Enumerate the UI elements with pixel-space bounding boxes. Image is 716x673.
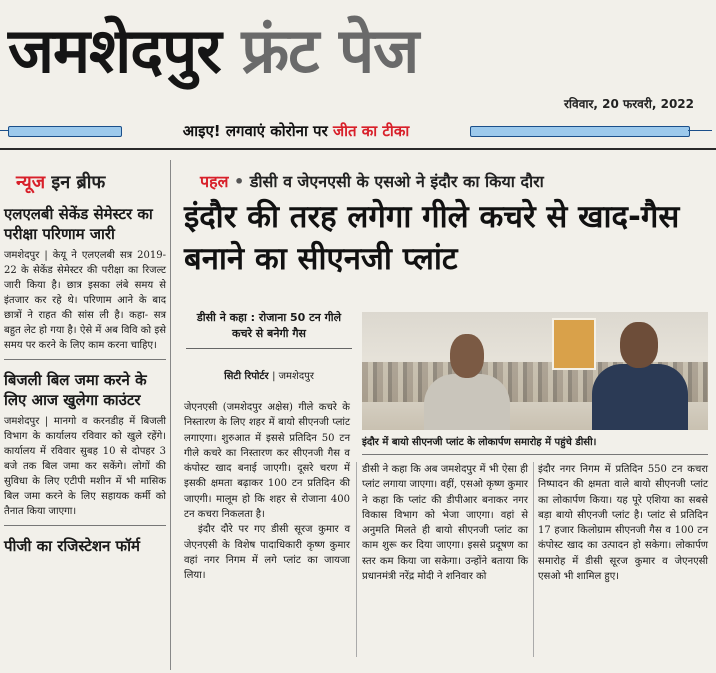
brief-heading: पीजी का रजिस्टेशन फॉर्म bbox=[4, 537, 140, 555]
photo-person-left-head bbox=[450, 334, 484, 378]
vaccination-banner bbox=[0, 118, 716, 144]
brief-item bbox=[0, 536, 170, 556]
brief-divider bbox=[4, 359, 166, 360]
syringe-needle-right bbox=[688, 130, 712, 131]
syringe-right-icon bbox=[470, 126, 690, 137]
kicker-text: डीसी व जेएनएसी के एसओ ने इंदौर का किया दौरा bbox=[249, 172, 544, 191]
brief-head-dark: इन ब्रीफ bbox=[51, 172, 106, 193]
news-in-brief-heading bbox=[16, 170, 170, 194]
banner-text-main: आइए! लगवाएं कोरोना पर bbox=[182, 122, 328, 140]
news-in-brief-sidebar bbox=[0, 158, 170, 673]
caption-divider bbox=[362, 454, 708, 455]
brief-item bbox=[0, 204, 170, 360]
title-section: फ्रंट पेज bbox=[241, 14, 419, 87]
article-column-2 bbox=[362, 462, 528, 584]
byline-author: सिटी रिपोर्टर bbox=[224, 371, 269, 382]
brief-body: जमशेदपुर | मानगो व करनडीह में बिजली विभाग के कार्यालय रविवार को खुले रहेंगे। कार्यालय में रविवार सुबह 10 से दोपहर 3 बजे तक बिल जमा कर सकेंगे। लोगों की सुविधा के लिए एटीपी मशीन में भी मासिक बिल जमा करने के लिए सहायक कर्मी को तैनात किया जाएगा। bbox=[4, 416, 166, 517]
brief-divider bbox=[4, 525, 166, 526]
article-kicker bbox=[200, 170, 544, 192]
photo-person-left bbox=[424, 374, 510, 430]
subhead-text: डीसी ने कहा : रोजाना 50 टन गीले कचरे से बनेगी गैस bbox=[196, 311, 342, 340]
photo-poster bbox=[552, 318, 596, 370]
subhead-divider bbox=[186, 348, 352, 349]
issue-date: रविवार, 20 फरवरी, 2022 bbox=[564, 97, 694, 111]
brief-item bbox=[0, 370, 170, 526]
photo-person-right-head bbox=[620, 322, 658, 368]
syringe-needle-left bbox=[0, 130, 8, 131]
header-divider bbox=[0, 148, 716, 150]
article-byline bbox=[186, 368, 352, 382]
banner-slogan bbox=[118, 121, 474, 141]
banner-text-highlight: जीत का टीका bbox=[332, 122, 410, 140]
byline-place: | जमशेदपुर bbox=[272, 371, 314, 382]
article-paragraph: डीसी ने कहा कि अब जमशेदपुर में भी ऐसा ही प्लांट लगाया जाएगा। वहीं, एसओ कृष्ण कुमार ने कहा कि प्लांट की डीपीआर बनाकर नगर विकास विभाग को भेजा जाएगा। वहां से अनुमति मिलते ही बायो सीएनजी प्लांट का काम शुरू कर दिया जाएगा। इससे प्रदूषण का स्तर कम किया जा सकेगा। उन्होंने बताया कि प्रधानमंत्री नरेंद्र मोदी ने शनिवार को bbox=[362, 464, 528, 583]
brief-heading: एलएलबी सेकेंड सेमेस्टर का परीक्षा परिणाम जारी bbox=[4, 205, 153, 243]
article-headline: इंदौर की तरह लगेगा गीले कचरे से खाद-गैस बनाने का सीएनजी प्लांट bbox=[184, 199, 680, 277]
article-column-1 bbox=[184, 400, 350, 584]
article-column-3 bbox=[538, 462, 708, 584]
column-divider bbox=[170, 160, 171, 670]
brief-heading: बिजली बिल जमा करने के लिए आज खुलेगा काउंटर bbox=[4, 371, 147, 409]
photo-person-right bbox=[592, 364, 688, 430]
article-paragraph: इंदौर दौरे पर गए डीसी सूरज कुमार व जेएनएसी के विशेष पादाधिकारी कृष्ण कुमार वहां नगर निगम में लगे प्लांट का जायजा लिया। bbox=[184, 524, 350, 582]
photo-caption: इंदौर में बायो सीएनजी प्लांट के लोकार्पण समारोह में पहुंचे डीसी। bbox=[362, 437, 597, 448]
title-city: जमशेदपुर bbox=[8, 14, 221, 87]
masthead bbox=[0, 0, 716, 118]
kicker-label: पहल bbox=[200, 172, 229, 191]
newspaper-title bbox=[8, 12, 708, 90]
syringe-left-icon bbox=[8, 126, 122, 137]
kicker-bullet: • bbox=[234, 172, 245, 191]
article-paragraph: जेएनएसी (जमशेदपुर अक्षेस) गीले कचरे के निस्तारण के लिए शहर में बायो सीएनजी प्लांट लगाएगा। शुरुआत में इससे प्रतिदिन 50 टन गीले कचरे का निस्तारण कर सीएनजी गैस व कंपोस्ट खाद बनाई जाएगी। दूसरे चरण में इसकी क्षमता बढ़ाकर 100 टन प्रतिदिन की जाएगी। मालूम हो कि शहर से रोजाना 400 टन कचरा निकलता है। bbox=[184, 402, 350, 521]
brief-body: जमशेदपुर | केयू ने एलएलबी सत्र 2019-22 के सेकेंड सेमेस्टर की परीक्षा का रिजल्ट जारी किया है। छात्र इसका लंबे समय से इंतजार कर रहे थे। परिणाम आने के बाद छात्रों ने राहत की सांस ली है। कहा- सत्र बहुत लेट हो गया है। ऐसे में अब विवि को इसे समय पर करने के लिए काम करना चाहिए। bbox=[4, 250, 166, 351]
article-photo bbox=[362, 312, 708, 430]
article-paragraph: इंदौर नगर निगम में प्रतिदिन 550 टन कचरा निष्पादन की क्षमता वाले बायो सीएनजी प्लांट का लोकार्पण किया। यह पूरे एशिया का सबसे बड़ा बायो सीएनजी प्लांट है। प्लांट से प्रतिदिन 17 हजार किलोग्राम सीएनजी गैस व 100 टन कंपोस्ट खाद का उत्पादन हो सकेगा। लोकार्पण समारोह में डीसी सूरज कुमार व जेएनएसी एसओ भी शामिल हुए। bbox=[538, 464, 708, 583]
column-divider bbox=[533, 462, 534, 657]
brief-head-red: न्यूज bbox=[16, 172, 46, 193]
article-subhead bbox=[186, 310, 352, 349]
column-divider bbox=[356, 462, 357, 657]
